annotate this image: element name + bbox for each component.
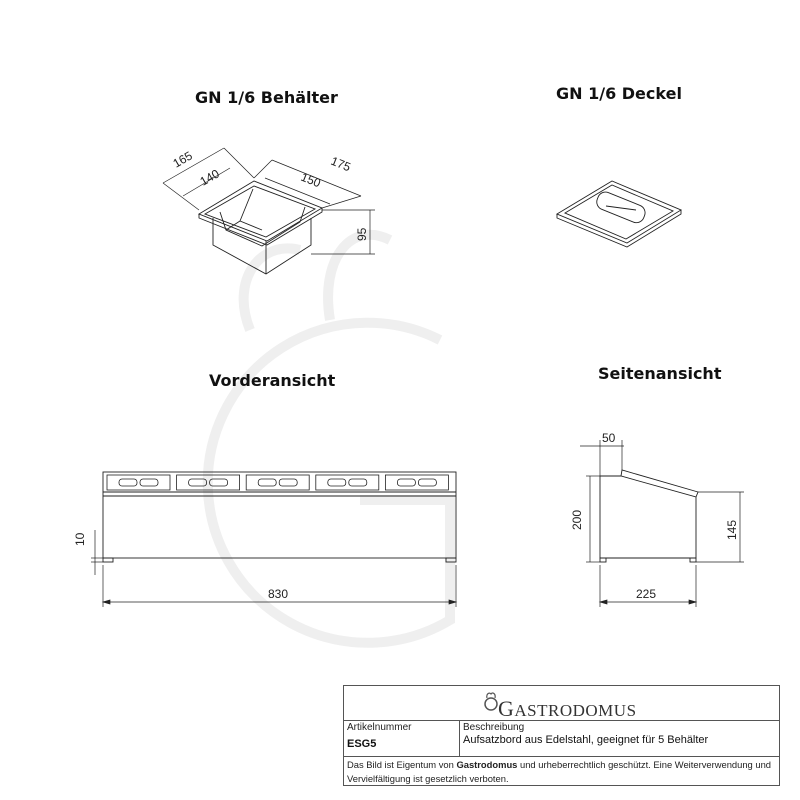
dim-145: 145 [725,519,739,540]
description-cell [460,720,779,756]
dim-10: 10 [73,532,87,546]
description-value: Aufsatzbord aus Edelstahl, geeignet für 5 Behälter [463,734,709,746]
lid-view-title: GN 1/6 Deckel [556,84,682,103]
title-block-logo-row [344,686,779,721]
side-dimension-lines [580,440,744,607]
article-label: Artikelnummer [347,722,412,733]
dim-140: 140 [197,166,222,189]
dim-150: 150 [298,169,323,191]
dim-165: 165 [170,148,195,171]
article-value: ESG5 [347,738,377,750]
front-slot [316,475,379,490]
front-slot [107,475,170,490]
dim-830: 830 [268,587,289,601]
title-block [343,685,780,786]
side-view [600,470,698,562]
dim-95: 95 [355,227,369,241]
dim-175: 175 [328,153,353,175]
lid-iso-view [557,181,681,247]
front-slot [246,475,309,490]
container-view-title: GN 1/6 Behälter [195,88,338,107]
dim-225: 225 [636,587,657,601]
dim-50: 50 [602,431,616,445]
front-slot [385,475,448,490]
article-cell [344,720,460,756]
brand-name: GASTRODOMUS [498,696,637,721]
description-label: Beschreibung [463,722,525,733]
front-slots [107,475,448,490]
dim-200: 200 [570,509,584,530]
watermark-logo [208,235,450,643]
title-block-info-row [344,720,779,757]
side-view-title: Seitenansicht [598,364,722,383]
front-view-title: Vorderansicht [209,371,336,390]
copyright-notice: Das Bild ist Eigentum von Gastrodomus und urheberrechtlich geschützt. Eine Weiterverwendung und Vervielfältigung ist gesetzlich verboten. [347,759,772,784]
